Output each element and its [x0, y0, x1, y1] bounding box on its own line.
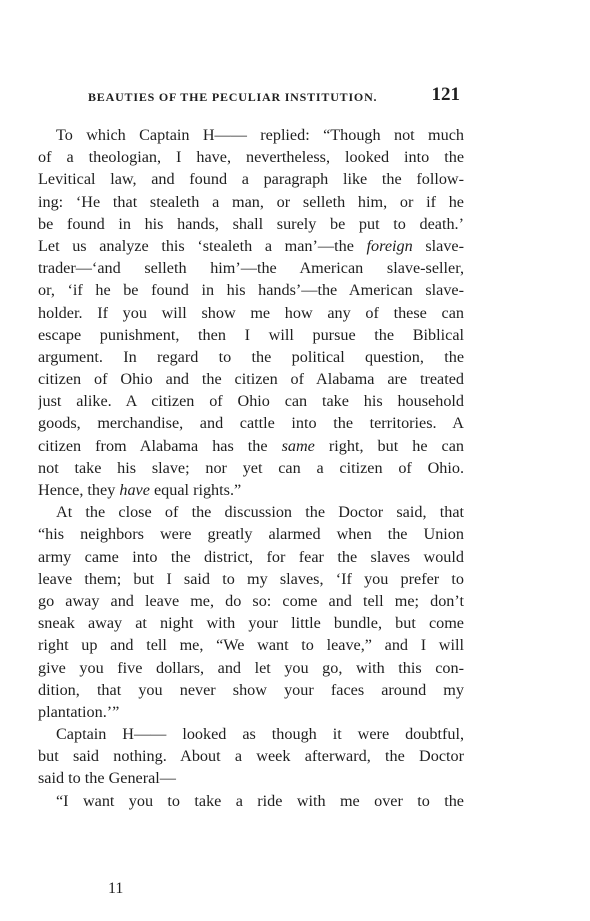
text-line: citizen of Ohio and the citizen of Alabama are treated — [38, 370, 464, 389]
text-line: escape punishment, then I will pursue the Biblical — [38, 325, 464, 344]
body-text — [38, 124, 464, 812]
text-line: but said nothing. About a week afterward, the Doctor — [38, 747, 464, 766]
text-fragment: Let us analyze this ‘stealeth a man’—the — [38, 236, 367, 255]
text-line: “I want you to take a ride with me over to the — [56, 791, 464, 810]
text-fragment: Hence, they — [38, 481, 120, 499]
text-line: argument. In regard to the political question, the — [38, 347, 464, 366]
text-line — [38, 479, 464, 501]
text-fragment: equal rights.” — [149, 481, 242, 499]
text-fragment: right, but he can — [314, 436, 464, 455]
text-line: not take his slave; nor yet can a citizen of Ohio. — [38, 458, 464, 477]
text-line: leave them; but I said to my slaves, ‘If you prefer to — [38, 569, 464, 588]
text-line: army came into the district, for fear the slaves would — [38, 547, 464, 566]
text-line: plantation.’” — [38, 702, 120, 721]
text-line: Levitical law, and found a paragraph like the follow- — [38, 170, 464, 189]
text-fragment: citizen from Alabama has the — [38, 436, 282, 455]
text-line: goods, merchandise, and cattle into the territories. A — [38, 414, 464, 433]
text-line: said to the General— — [38, 769, 176, 788]
text-fragment: slave- — [412, 236, 464, 255]
text-line: “his neighbors were greatly alarmed when the Union — [38, 525, 464, 544]
text-line: give you five dollars, and let you go, with this con- — [38, 658, 464, 677]
text-line: trader—‘and selleth him’—the American slave-seller, — [38, 259, 464, 278]
page-number: 121 — [431, 84, 460, 105]
text-line: be found in his hands, shall surely be put to death.’ — [38, 214, 464, 233]
text-line: just alike. A citizen of Ohio can take his household — [38, 392, 464, 411]
text-line: Captain H—— looked as though it were doubtful, — [56, 725, 464, 744]
text-line: At the close of the discussion the Doctor said, that — [56, 503, 464, 522]
text-line: or, ‘if he be found in his hands’—the American slave- — [38, 281, 464, 300]
text-line: sneak away at night with your little bundle, but come — [38, 614, 464, 633]
italic-word: foreign — [366, 236, 413, 255]
text-line — [38, 235, 464, 257]
italic-word: same — [281, 436, 315, 455]
text-line: of a theologian, I have, nevertheless, looked into the — [38, 148, 464, 167]
signature-mark: 11 — [108, 880, 124, 897]
text-line: holder. If you will show me how any of these can — [38, 303, 464, 322]
italic-word: have — [119, 481, 150, 499]
text-line: ing: ‘He that stealeth a man, or selleth him, or if he — [38, 192, 464, 211]
running-head — [88, 84, 460, 106]
text-line: go away and leave me, do so: come and tell me; don’t — [38, 591, 464, 610]
text-line — [38, 435, 464, 457]
text-line: dition, that you never show your faces around my — [38, 680, 464, 699]
text-line: right up and tell me, “We want to leave,” and I will — [38, 636, 464, 655]
running-title: BEAUTIES OF THE PECULIAR INSTITUTION. — [88, 90, 378, 104]
text-line: To which Captain H—— replied: “Though not much — [56, 126, 464, 144]
